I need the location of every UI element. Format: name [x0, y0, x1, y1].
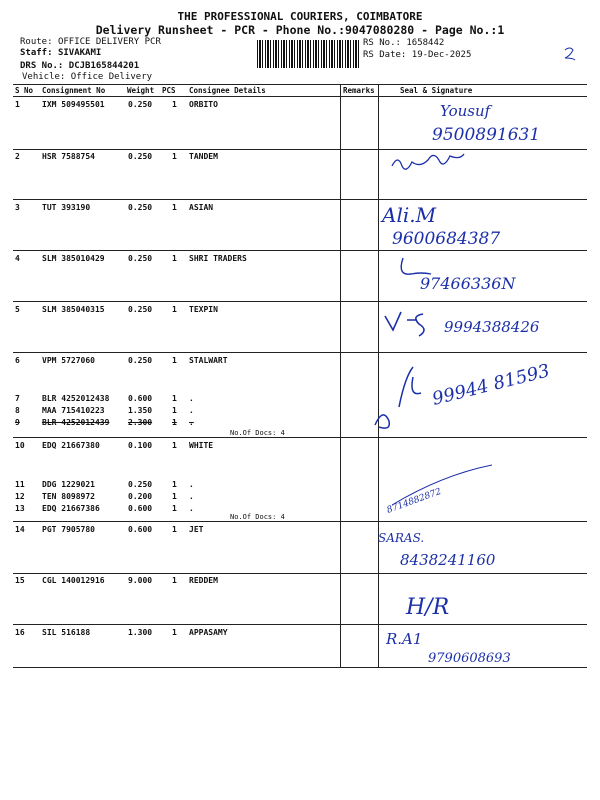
cell-consignee: TEXPIN [189, 305, 218, 314]
cell-consignment-no: PGT 7905780 [42, 525, 95, 534]
cell-weight: 2.300 [128, 418, 153, 427]
row-divider [13, 250, 587, 251]
cell-pcs: 1 [172, 628, 177, 637]
table-bottom-border [13, 667, 587, 668]
staff-label: Staff: [20, 48, 53, 58]
cell-consignee: . [189, 418, 194, 427]
cell-consignee: . [189, 480, 194, 489]
remarks-column-divider [340, 84, 341, 668]
signature-column-divider [378, 84, 379, 668]
cell-sno: 1 [15, 100, 20, 109]
cell-consignee: ORBITO [189, 100, 218, 109]
drs-value: DCJB165844201 [68, 61, 140, 71]
rs-date-label: RS Date: [363, 50, 407, 60]
cell-sno: 13 [15, 504, 25, 513]
cell-pcs: 1 [172, 254, 177, 263]
cell-consignee: JET [189, 525, 204, 534]
sig10-phone: 8714882872 [385, 486, 443, 516]
cell-sno: 2 [15, 152, 20, 161]
cell-consignment-no: TEN 8098972 [42, 492, 95, 501]
cell-pcs: 1 [172, 406, 177, 415]
cell-weight: 0.600 [128, 525, 153, 534]
cell-pcs: 1 [172, 480, 177, 489]
drs-line [20, 61, 139, 72]
cell-weight: 0.250 [128, 100, 153, 109]
rs-date-line [363, 50, 471, 61]
route-value: OFFICE DELIVERY PCR [57, 37, 161, 47]
rs-no-label: RS No.: [363, 38, 401, 48]
cell-consignment-no: TUT 393190 [42, 203, 91, 212]
header-signature: Seal & Signature [400, 86, 473, 95]
cell-consignee: APPASAMY [189, 628, 228, 637]
sig16-phone: 9790608693 [428, 651, 511, 666]
sig5-scribble [385, 312, 424, 336]
cell-consignment-no: BLR 4252012439 [42, 418, 110, 427]
cell-sno: 4 [15, 254, 20, 263]
row-divider [13, 149, 587, 150]
runsheet-subtitle: Delivery Runsheet - PCR - Phone No.:9047080280 - Page No.:1 [95, 23, 505, 37]
cell-weight: 0.250 [128, 356, 153, 365]
header-consignment: Consignment No [42, 86, 106, 95]
cell-weight: 0.250 [128, 152, 153, 161]
cell-sno: 15 [15, 576, 25, 585]
cell-weight: 0.250 [128, 480, 153, 489]
cell-consignee: STALWART [189, 356, 228, 365]
cell-consignment-no: CGL 140012916 [42, 576, 105, 585]
row-divider [13, 521, 587, 522]
sig5-phone: 9994388426 [444, 318, 540, 336]
rs-no-value: 1658442 [406, 38, 445, 48]
cell-weight: 0.250 [128, 203, 153, 212]
header-pcs: PCS [162, 86, 176, 95]
cell-consignment-no: EDQ 21667386 [42, 504, 100, 513]
cell-weight: 0.200 [128, 492, 153, 501]
cell-pcs: 1 [172, 441, 177, 450]
cell-sno: 7 [15, 394, 20, 403]
sig10-underline [392, 465, 492, 505]
sig6-scribble [375, 367, 421, 428]
cell-sno: 9 [15, 418, 20, 427]
cell-consignee: . [189, 504, 194, 513]
sig3-name: Ali.M [382, 203, 437, 227]
sig15-text: H/R [406, 595, 450, 620]
row-divider [13, 573, 587, 574]
row-divider [13, 437, 587, 438]
cell-consignee: . [189, 492, 194, 501]
rs-date-value: 19-Dec-2025 [411, 50, 472, 60]
cell-sno: 6 [15, 356, 20, 365]
cell-consignment-no: VPM 5727060 [42, 356, 95, 365]
header-consignee: Consignee Details [189, 86, 266, 95]
rs-no-line [363, 38, 444, 49]
cell-sno: 12 [15, 492, 25, 501]
cell-sno: 11 [15, 480, 25, 489]
row-divider [13, 199, 587, 200]
route-label: Route: [20, 37, 53, 47]
cell-sno: 8 [15, 406, 20, 415]
cell-sno: 5 [15, 305, 20, 314]
cell-consignment-no: EDQ 21667380 [42, 441, 100, 450]
sig3-phone: 9600684387 [392, 229, 501, 249]
cell-consignment-no: BLR 4252012438 [42, 394, 110, 403]
pen-mark [565, 48, 575, 60]
cell-pcs: 1 [172, 356, 177, 365]
cell-pcs: 1 [172, 152, 177, 161]
cell-weight: 0.600 [128, 504, 153, 513]
drs-label: DRS No.: [20, 61, 64, 71]
header-remarks: Remarks [343, 86, 375, 95]
row-divider [13, 352, 587, 353]
sig6-phone: 99944 81593 [430, 360, 552, 410]
header-sno: S No [15, 86, 34, 95]
staff-line [20, 48, 101, 59]
cell-pcs: 1 [172, 100, 177, 109]
cell-consignee: . [189, 406, 194, 415]
staff-value: SIVAKAMI [57, 48, 102, 58]
vehicle-line [22, 72, 152, 83]
cell-consignment-no: SLM 385010429 [42, 254, 105, 263]
cell-consignment-no: SLM 385040315 [42, 305, 105, 314]
cell-consignee: ASIAN [189, 203, 214, 212]
sig16-name: R.A1 [386, 630, 423, 648]
sig1-name: Yousuf [440, 102, 491, 120]
cell-pcs: 1 [172, 418, 177, 427]
cell-consignment-no: SIL 516188 [42, 628, 91, 637]
sig4-scribble [401, 258, 431, 274]
cell-weight: 1.350 [128, 406, 153, 415]
header-weight: Weight [127, 86, 155, 95]
cell-weight: 0.250 [128, 305, 153, 314]
cell-consignee: SHRI TRADERS [189, 254, 247, 263]
sig14-phone: 8438241160 [400, 551, 496, 569]
cell-pcs: 1 [172, 576, 177, 585]
cell-pcs: 1 [172, 394, 177, 403]
row-divider [13, 624, 587, 625]
sig1-phone: 9500891631 [432, 125, 541, 145]
cell-weight: 0.100 [128, 441, 153, 450]
vehicle-label: Vehicle: [22, 72, 66, 82]
cell-consignment-no: MAA 715410223 [42, 406, 105, 415]
docs-count-note: No.Of Docs: 4 [230, 429, 285, 437]
cell-consignment-no: DDG 1229021 [42, 480, 95, 489]
cell-consignee: WHITE [189, 441, 214, 450]
cell-consignment-no: HSR 7588754 [42, 152, 95, 161]
cell-consignee: REDDEM [189, 576, 218, 585]
cell-weight: 1.300 [128, 628, 153, 637]
route-line [20, 37, 161, 48]
cell-weight: 9.000 [128, 576, 153, 585]
cell-sno: 10 [15, 441, 25, 450]
cell-sno: 14 [15, 525, 25, 534]
cell-sno: 16 [15, 628, 25, 637]
cell-sno: 3 [15, 203, 20, 212]
barcode [257, 40, 360, 68]
cell-consignee: TANDEM [189, 152, 218, 161]
table-top-border [13, 84, 587, 85]
sig4-phone: 97466336N [420, 274, 516, 293]
cell-pcs: 1 [172, 305, 177, 314]
cell-pcs: 1 [172, 525, 177, 534]
cell-pcs: 1 [172, 203, 177, 212]
docs-count-note: No.Of Docs: 4 [230, 513, 285, 521]
cell-weight: 0.600 [128, 394, 153, 403]
sig14-name: SARAS. [378, 531, 425, 545]
cell-pcs: 1 [172, 492, 177, 501]
cell-consignment-no: IXM 509495501 [42, 100, 105, 109]
vehicle-value: Office Delivery [70, 72, 153, 82]
table-header-border [13, 96, 587, 97]
sig2-scribble [392, 154, 464, 169]
row-divider [13, 301, 587, 302]
company-title: THE PROFESSIONAL COURIERS, COIMBATORE [177, 10, 423, 23]
cell-weight: 0.250 [128, 254, 153, 263]
cell-pcs: 1 [172, 504, 177, 513]
cell-consignee: . [189, 394, 194, 403]
